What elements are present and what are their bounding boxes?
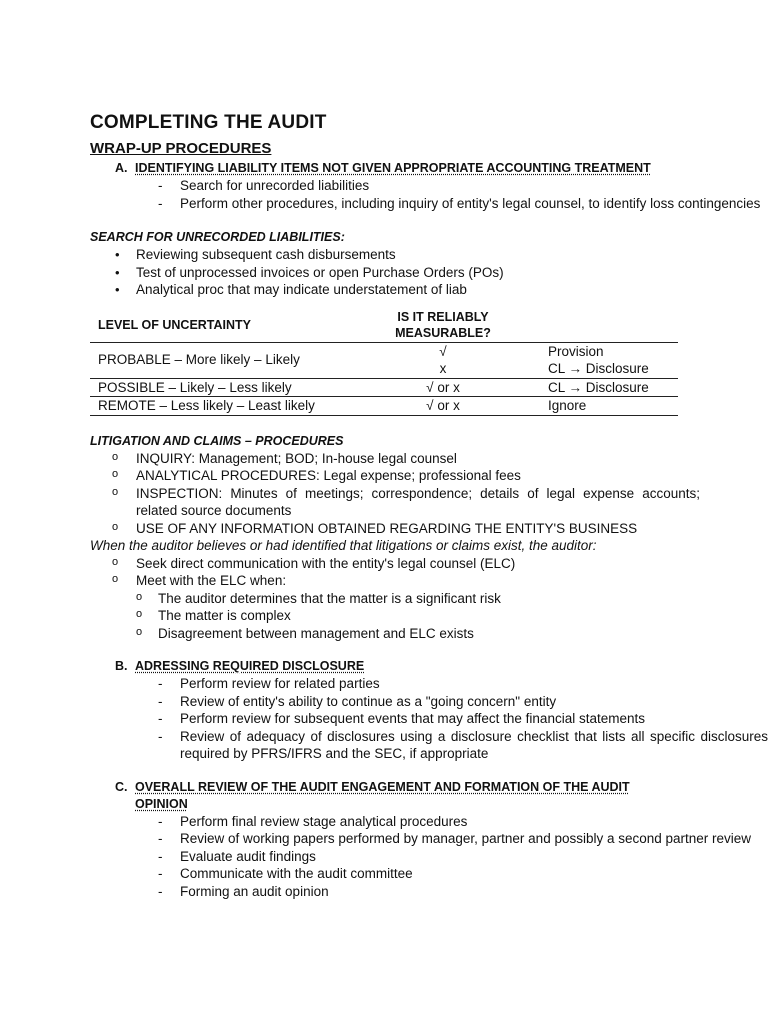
list-item: o INSPECTION: Minutes of meetings; correspondence; details of legal expense accounts; related source documents xyxy=(112,485,700,520)
search-list xyxy=(110,246,750,299)
list-item: - Review of entity's ability to continue as a "going concern" entity xyxy=(158,693,768,711)
section-c-letter: C. xyxy=(115,779,128,794)
list-item: o The matter is complex xyxy=(136,607,666,625)
list-item: o INQUIRY: Management; BOD; In-house legal counsel xyxy=(112,450,700,468)
list-item: o ANALYTICAL PROCEDURES: Legal expense; professional fees xyxy=(112,467,700,485)
table-row xyxy=(90,342,678,360)
table-cell-measure: √ or x xyxy=(348,378,538,397)
table-header-level: LEVEL OF UNCERTAINTY xyxy=(90,307,348,343)
list-item: o Seek direct communication with the entity's legal counsel (ELC) xyxy=(112,555,700,573)
section-c-title: OVERALL REVIEW OF THE AUDIT ENGAGEMENT AND FORMATION OF THE AUDIT OPINION xyxy=(135,779,630,811)
table-cell-result: CL → Disclosure xyxy=(538,378,678,397)
uncertainty-table xyxy=(90,307,678,416)
section-a-title: IDENTIFYING LIABILITY ITEMS NOT GIVEN APPROPRIATE ACCOUNTING TREATMENT xyxy=(135,161,651,175)
section-b-letter: B. xyxy=(115,659,128,673)
table-cell-level: PROBABLE – More likely – Likely xyxy=(90,342,348,378)
list-item: • Reviewing subsequent cash disbursements xyxy=(110,246,750,264)
elc-conditions-list xyxy=(136,590,666,643)
table-cell-level: POSSIBLE – Likely – Less likely xyxy=(90,378,348,397)
table-cell-result: CL → Disclosure xyxy=(538,360,678,378)
table-header-row xyxy=(90,307,678,343)
list-item: • Test of unprocessed invoices or open Purchase Orders (POs) xyxy=(110,264,750,282)
list-item: - Review of adequacy of disclosures using a disclosure checklist that lists all specific disclosures required by PFRS/IFRS and the SEC, if appropriate xyxy=(158,728,768,763)
list-item: - Perform review for subsequent events that may affect the financial statements xyxy=(158,710,768,728)
table-header-result xyxy=(538,307,678,343)
section-b-heading xyxy=(115,658,685,675)
list-item: o Meet with the ELC when: xyxy=(112,572,700,590)
list-item: • Analytical proc that may indicate understatement of liab xyxy=(110,281,750,299)
list-item: o Disagreement between management and ELC exists xyxy=(136,625,666,643)
table-cell-measure: √ xyxy=(439,343,447,359)
table-cell-result: Provision xyxy=(548,343,604,359)
section-a-heading xyxy=(115,160,685,177)
auditor-actions-list xyxy=(112,555,700,590)
list-item: o The auditor determines that the matter is a significant risk xyxy=(136,590,666,608)
table-cell-measure: √ or x xyxy=(348,397,538,416)
section-c-heading xyxy=(115,779,685,813)
section-a-letter: A. xyxy=(115,161,128,175)
list-item: o USE OF ANY INFORMATION OBTAINED REGARDING THE ENTITY'S BUSINESS xyxy=(112,520,700,538)
table-row xyxy=(90,378,678,397)
list-item: - Evaluate audit findings xyxy=(158,848,768,866)
list-item: - Perform other procedures, including inquiry of entity's legal counsel, to identify loss contingencies xyxy=(158,195,768,213)
table-cell-level: REMOTE – Less likely – Least likely xyxy=(90,397,348,416)
list-item: - Forming an audit opinion xyxy=(158,883,768,901)
list-item: - Search for unrecorded liabilities xyxy=(158,177,768,195)
litigation-list xyxy=(112,450,700,538)
list-item: - Perform final review stage analytical procedures xyxy=(158,813,768,831)
table-header-measurable: IS IT RELIABLY MEASURABLE? xyxy=(348,307,538,343)
search-heading: SEARCH FOR UNRECORDED LIABILITIES: xyxy=(90,230,345,244)
page-subtitle: WRAP-UP PROCEDURES xyxy=(90,140,272,157)
table-row xyxy=(90,397,678,416)
section-b-title: ADRESSING REQUIRED DISCLOSURE xyxy=(135,659,365,673)
page-title: COMPLETING THE AUDIT xyxy=(90,112,327,133)
list-item: - Review of working papers performed by manager, partner and possibly a second partner review xyxy=(158,830,768,848)
table-cell-result: Ignore xyxy=(538,397,678,416)
section-a-list xyxy=(158,177,768,212)
table-cell-measure: x xyxy=(348,360,538,378)
section-b-list xyxy=(158,675,768,763)
list-item: - Communicate with the audit committee xyxy=(158,865,768,883)
section-c-list xyxy=(158,813,768,901)
litigation-when-text: When the auditor believes or had identified that litigations or claims exist, the auditor: xyxy=(90,538,597,553)
list-item: - Perform review for related parties xyxy=(158,675,768,693)
litigation-heading: LITIGATION AND CLAIMS – PROCEDURES xyxy=(90,433,344,448)
